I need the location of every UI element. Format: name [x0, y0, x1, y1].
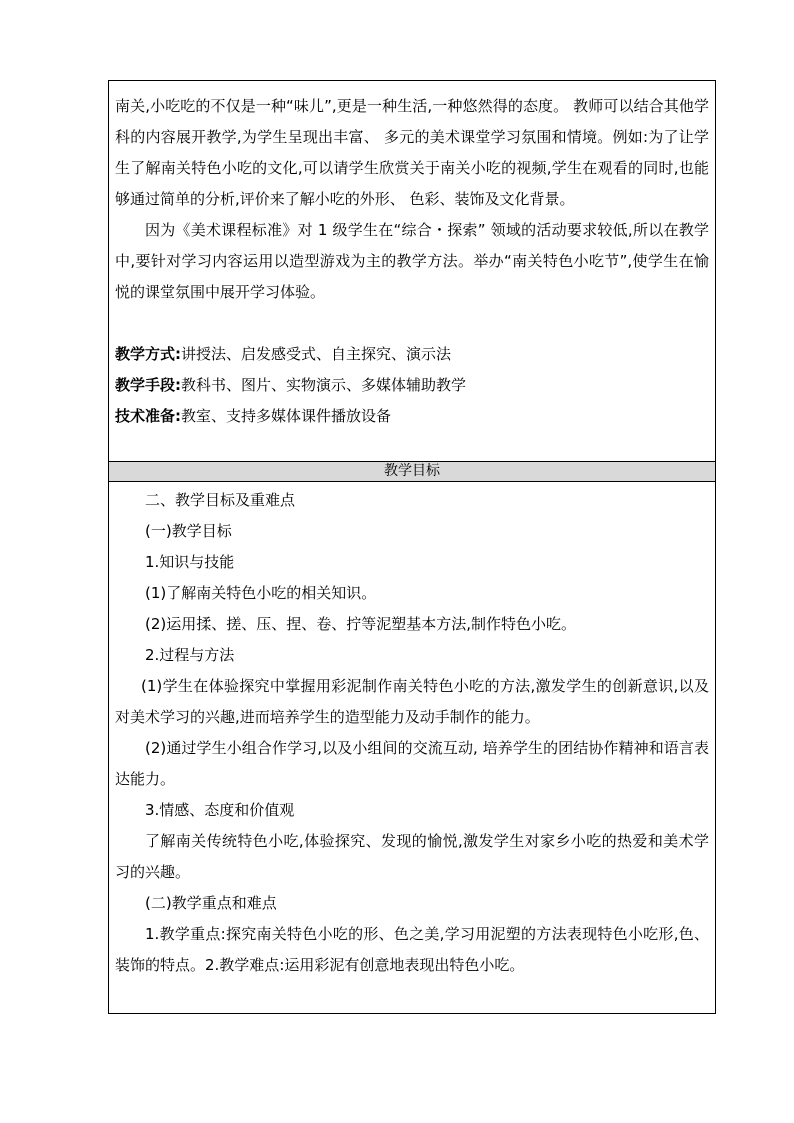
teaching-means-label: 教学手段:: [115, 376, 181, 394]
process-item-1: (1)学生在体验探究中掌握用彩泥制作南关特色小吃的方法,激发学生的创新意识,以及对美术学习的兴趣,进而培养学生的造型能力及动手制作的能力。: [115, 677, 709, 726]
teaching-goals-section: [109, 485, 715, 1013]
knowledge-skills-heading: 1.知识与技能: [145, 553, 235, 571]
tech-prep-label: 技术准备:: [115, 407, 181, 425]
key-difficult-text: 1.教学重点:探究南关特色小吃的形、色之美,学习用泥塑的方法表现特色小吃形,色、装饰的特点。2.教学难点:运用彩泥有创意地表现出特色小吃。: [115, 925, 709, 974]
goals-subheading: (一)教学目标: [145, 522, 232, 540]
teaching-means-row: [115, 370, 709, 401]
process-method-heading: 2.过程与方法: [145, 646, 235, 664]
blank-line: [115, 308, 709, 339]
knowledge-item-1: (1)了解南关特色小吃的相关知识。: [145, 584, 377, 602]
teaching-method-row: [115, 339, 709, 370]
tech-prep-row: [115, 401, 709, 432]
strategy-paragraph-2: 因为《美术课程标准》对 1 级学生在“综合・探索” 领域的活动要求较低,所以在教学中,要针对学习内容运用以造型游戏为主的教学方法。举办“南关特色小吃节”,使学生在愉悦的课堂氛围中展开学习体验。: [115, 221, 709, 301]
teaching-method-value: 讲授法、启发感受式、自主探究、演示法: [181, 345, 452, 363]
teaching-method-label: 教学方式:: [115, 345, 181, 363]
emotion-values-text: 了解南关传统特色小吃,体验探究、发现的愉悦,激发学生对家乡小吃的热爱和美术学习的兴趣。: [115, 832, 709, 881]
tech-prep-value: 教室、支持多媒体课件播放设备: [181, 407, 392, 425]
strategy-paragraph-1: 南关,小吃吃的不仅是一种“味儿”,更是一种生活,一种悠然得的态度。 教师可以结合其他学科的内容展开教学,为学生呈现出丰富、 多元的美术课堂学习氛围和情境。例如:为了让学生了解南关特色小吃的文化,可以请学生欣赏关于南关小吃的视频,学生在观看的同时,也能够通过简单的分析,评价来了解小吃的外形、 色彩、装饰及文化背景。: [115, 97, 709, 208]
lesson-plan-table: [108, 80, 716, 1014]
key-difficult-heading: (二)教学重点和难点: [145, 894, 277, 912]
emotion-values-heading: 3.情感、态度和价值观: [145, 801, 295, 819]
section-header: 教学目标: [109, 461, 715, 482]
teaching-means-value: 教科书、图片、实物演示、多媒体辅助教学: [181, 376, 467, 394]
teaching-strategy-section: [109, 81, 715, 461]
goals-heading: 二、教学目标及重难点: [145, 491, 296, 509]
knowledge-item-2: (2)运用揉、搓、压、捏、卷、拧等泥塑基本方法,制作特色小吃。: [145, 615, 577, 633]
process-item-2: (2)通过学生小组合作学习,以及小组间的交流互动, 培养学生的团结协作精神和语言表达能力。: [115, 739, 709, 788]
